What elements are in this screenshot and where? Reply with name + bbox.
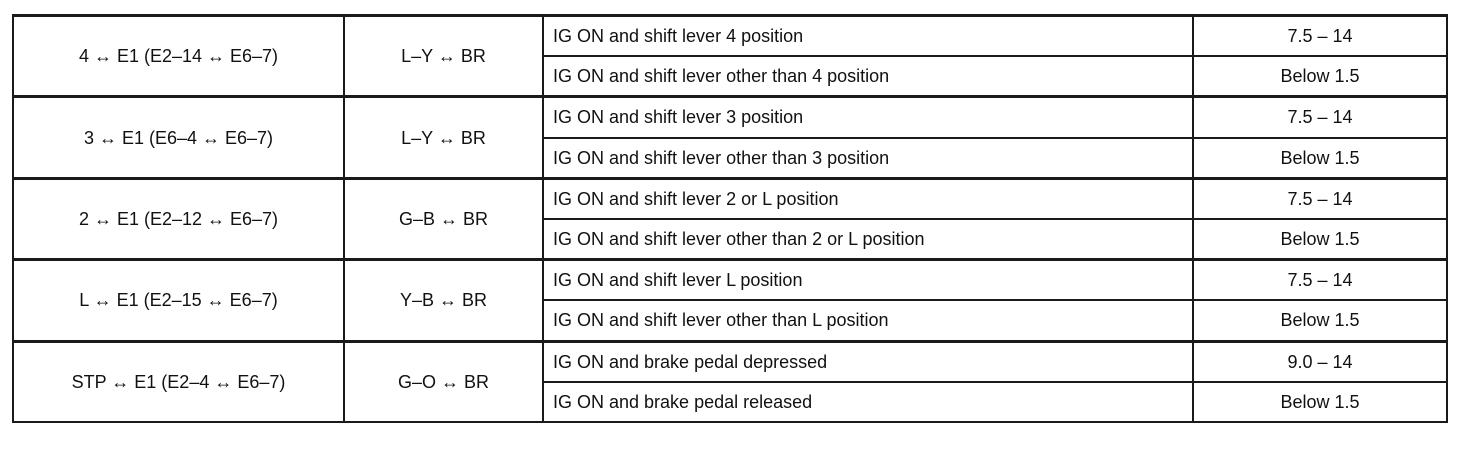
- condition-cell: IG ON and brake pedal depressed: [543, 341, 1193, 382]
- terminal-voltage-table: [12, 14, 1448, 423]
- wire-color-cell: L–Y ↔ BR: [344, 97, 543, 178]
- terminal-cell: L ↔ E1 (E2–15 ↔ E6–7): [13, 260, 344, 341]
- condition-cell: IG ON and shift lever other than L position: [543, 300, 1193, 341]
- voltage-value-cell: 7.5 – 14: [1193, 178, 1447, 219]
- condition-cell: IG ON and shift lever other than 2 or L position: [543, 219, 1193, 260]
- table-row: [13, 178, 1447, 219]
- wire-color-cell: Y–B ↔ BR: [344, 260, 543, 341]
- condition-cell: IG ON and shift lever other than 4 position: [543, 56, 1193, 97]
- table-row: [13, 97, 1447, 138]
- voltage-value-cell: Below 1.5: [1193, 138, 1447, 179]
- table-row: [13, 260, 1447, 301]
- table-row: [13, 16, 1447, 57]
- condition-cell: IG ON and shift lever L position: [543, 260, 1193, 301]
- wire-color-cell: G–B ↔ BR: [344, 178, 543, 259]
- voltage-value-cell: Below 1.5: [1193, 219, 1447, 260]
- voltage-value-cell: 7.5 – 14: [1193, 16, 1447, 57]
- condition-cell: IG ON and shift lever 2 or L position: [543, 178, 1193, 219]
- condition-cell: IG ON and shift lever other than 3 position: [543, 138, 1193, 179]
- terminal-cell: 4 ↔ E1 (E2–14 ↔ E6–7): [13, 16, 344, 97]
- condition-cell: IG ON and shift lever 4 position: [543, 16, 1193, 57]
- terminal-cell: STP ↔ E1 (E2–4 ↔ E6–7): [13, 341, 344, 422]
- terminal-cell: 3 ↔ E1 (E6–4 ↔ E6–7): [13, 97, 344, 178]
- voltage-value-cell: Below 1.5: [1193, 382, 1447, 422]
- voltage-value-cell: Below 1.5: [1193, 56, 1447, 97]
- condition-cell: IG ON and shift lever 3 position: [543, 97, 1193, 138]
- voltage-value-cell: 7.5 – 14: [1193, 97, 1447, 138]
- table-row: [13, 341, 1447, 382]
- voltage-value-cell: 7.5 – 14: [1193, 260, 1447, 301]
- wire-color-cell: G–O ↔ BR: [344, 341, 543, 422]
- condition-cell: IG ON and brake pedal released: [543, 382, 1193, 422]
- terminal-cell: 2 ↔ E1 (E2–12 ↔ E6–7): [13, 178, 344, 259]
- voltage-value-cell: 9.0 – 14: [1193, 341, 1447, 382]
- wire-color-cell: L–Y ↔ BR: [344, 16, 543, 97]
- voltage-value-cell: Below 1.5: [1193, 300, 1447, 341]
